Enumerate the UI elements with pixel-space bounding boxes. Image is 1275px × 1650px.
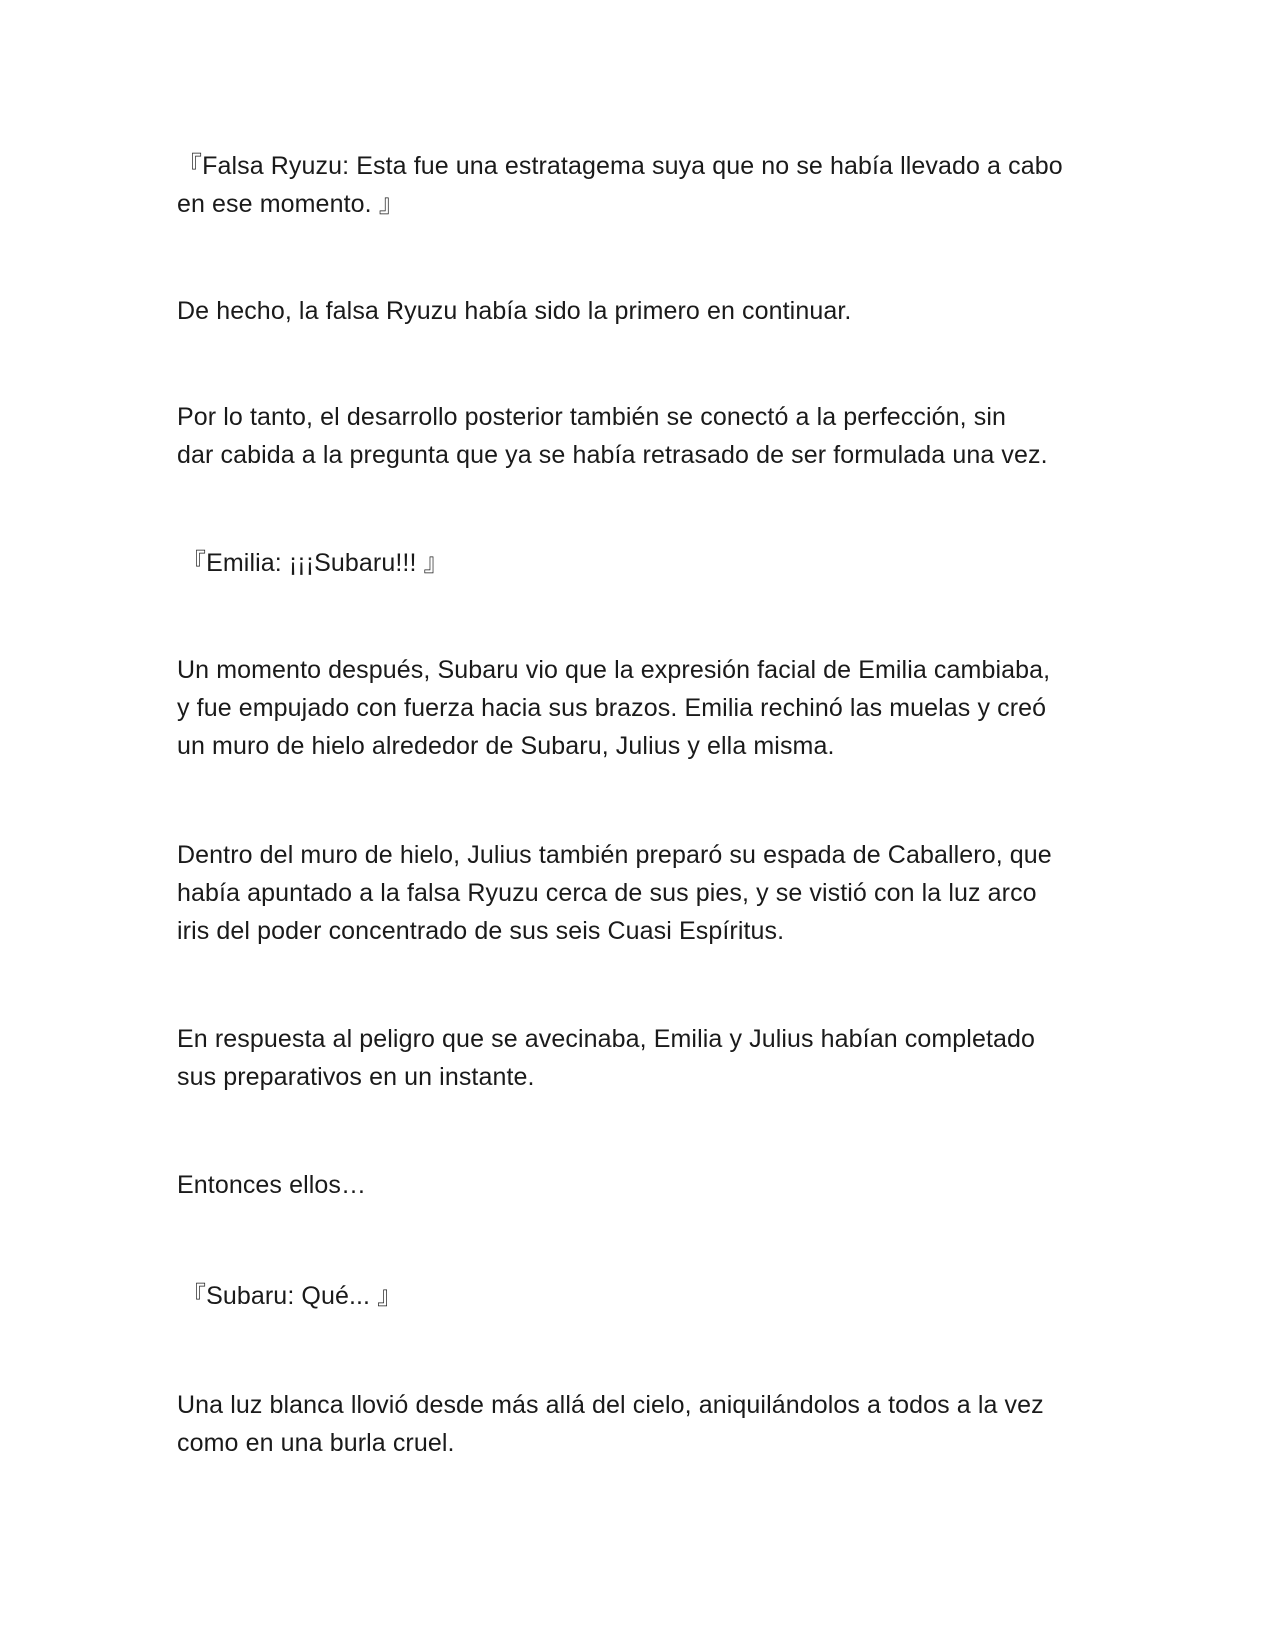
paragraph-line: iris del poder concentrado de sus seis Cuasi Espíritus. bbox=[177, 917, 785, 945]
paragraph-line: En respuesta al peligro que se avecinaba, Emilia y Julius habían completado bbox=[177, 1025, 1036, 1053]
paragraph-line: Dentro del muro de hielo, Julius también preparó su espada de Caballero, que bbox=[177, 841, 1052, 869]
paragraph-line: Entonces ellos… bbox=[177, 1171, 367, 1199]
paragraph-line: Por lo tanto, el desarrollo posterior también se conectó a la perfección, sin bbox=[177, 403, 1006, 431]
paragraph-line: sus preparativos en un instante. bbox=[177, 1063, 535, 1091]
paragraph-line: Un momento después, Subaru vio que la expresión facial de Emilia cambiaba, bbox=[177, 656, 1051, 684]
dialogue-line: 『Emilia: ¡¡¡Subaru!!! 』 bbox=[181, 549, 449, 577]
dialogue-line: en ese momento. 』 bbox=[177, 190, 404, 218]
paragraph-line: un muro de hielo alrededor de Subaru, Julius y ella misma. bbox=[177, 732, 835, 760]
paragraph-line: Una luz blanca llovió desde más allá del cielo, aniquilándolos a todos a la vez bbox=[177, 1391, 1044, 1419]
paragraph-line: había apuntado a la falsa Ryuzu cerca de sus pies, y se vistió con la luz arco bbox=[177, 879, 1037, 907]
paragraph-line: dar cabida a la pregunta que ya se había retrasado de ser formulada una vez. bbox=[177, 441, 1048, 469]
paragraph-line: De hecho, la falsa Ryuzu había sido la primero en continuar. bbox=[177, 297, 852, 325]
dialogue-line: 『Falsa Ryuzu: Esta fue una estratagema suya que no se había llevado a cabo bbox=[177, 152, 1063, 180]
paragraph-line: y fue empujado con fuerza hacia sus brazos. Emilia rechinó las muelas y creó bbox=[177, 694, 1047, 722]
dialogue-line: 『Subaru: Qué... 』 bbox=[181, 1282, 403, 1310]
paragraph-line: como en una burla cruel. bbox=[177, 1429, 455, 1457]
